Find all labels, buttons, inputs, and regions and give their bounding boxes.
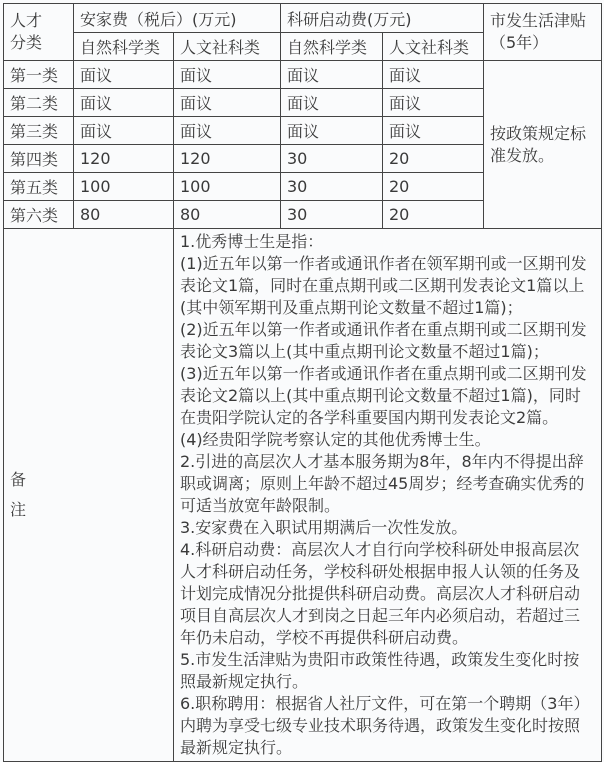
cell-research-natural: 面议 bbox=[281, 61, 383, 89]
remark-item-5: (4)经贵阳学院考察认定的其他优秀博士生。 bbox=[180, 430, 491, 449]
cell-settle-social: 面议 bbox=[174, 61, 281, 89]
cell-settle-natural: 100 bbox=[74, 173, 174, 201]
cell-settle-social: 80 bbox=[174, 201, 281, 229]
remark-item-4: (3)近五年以第一作者或通讯作者在重点期刊或二区期刊发表论文2篇以上(其中重点期刊论文数量不超过1篇)，同时在贵阳学院认定的各学科重要国内期刊发表论文2篇。 bbox=[180, 364, 587, 427]
subheader-natural-research: 自然科学类 bbox=[281, 33, 383, 61]
row-label: 第一类 bbox=[4, 61, 74, 89]
remarks-label-cell bbox=[4, 229, 174, 762]
cell-research-social: 面议 bbox=[383, 61, 484, 89]
cell-research-natural: 面议 bbox=[281, 117, 383, 145]
subheader-social-settle: 人文社科类 bbox=[174, 33, 281, 61]
remarks-content-cell bbox=[174, 229, 602, 762]
remarks-row bbox=[4, 229, 602, 762]
header-research-fund: 科研启动费(万元) bbox=[281, 4, 484, 33]
subheader-social-research: 人文社科类 bbox=[383, 33, 484, 61]
cell-research-natural: 面议 bbox=[281, 89, 383, 117]
row-label: 第三类 bbox=[4, 117, 74, 145]
remarks-label: 备注 bbox=[10, 470, 27, 519]
header-city-allowance: 市发生活津贴（5年） bbox=[484, 4, 602, 61]
cell-settle-social: 100 bbox=[174, 173, 281, 201]
remark-item-1: 1.优秀博士生是指： bbox=[180, 232, 324, 251]
cell-settle-social: 120 bbox=[174, 145, 281, 173]
header-talent-category-label: 人才分类 bbox=[10, 11, 43, 52]
cell-research-natural: 30 bbox=[281, 173, 383, 201]
row-label: 第二类 bbox=[4, 89, 74, 117]
cell-research-social: 20 bbox=[383, 145, 484, 173]
benefits-table bbox=[3, 3, 602, 762]
subheader-natural-settle: 自然科学类 bbox=[74, 33, 174, 61]
header-talent-category bbox=[4, 4, 74, 61]
header-settle-fee: 安家费（税后）(万元) bbox=[74, 4, 281, 33]
cell-research-natural: 30 bbox=[281, 201, 383, 229]
cell-research-social: 面议 bbox=[383, 89, 484, 117]
cell-settle-social: 面议 bbox=[174, 89, 281, 117]
remark-item-7: 3.安家费在入职试用期满后一次性发放。 bbox=[180, 518, 468, 537]
remark-item-3: (2)近五年以第一作者或通讯作者在重点期刊或二区期刊发表论文3篇以上(其中重点期刊论文数量不超过1篇)； bbox=[180, 320, 587, 361]
table-row-category-1 bbox=[4, 61, 602, 89]
remark-item-6: 2.引进的高层次人才基本服务期为8年，8年内不得提出辞职或调离；原则上年龄不超过45周岁；经考查确实优秀的可适当放宽年龄限制。 bbox=[180, 452, 585, 515]
remark-item-2: (1)近五年以第一作者或通讯作者在领军期刊或一区期刊发表论文1篇，同时在重点期刊或二区期刊发表论文1篇以上(其中领军期刊及重点期刊论文数量不超过1篇)； bbox=[180, 254, 587, 317]
cell-settle-social: 面议 bbox=[174, 117, 281, 145]
row-label: 第五类 bbox=[4, 173, 74, 201]
cell-research-social: 20 bbox=[383, 173, 484, 201]
cell-research-social: 面议 bbox=[383, 117, 484, 145]
row-label: 第四类 bbox=[4, 145, 74, 173]
cell-settle-natural: 面议 bbox=[74, 117, 174, 145]
allowance-note-cell: 按政策规定标准发放。 bbox=[484, 61, 602, 229]
remark-item-8: 4.科研启动费：高层次人才自行向学校科研处申报高层次人才科研启动任务，学校科研处根据申报人认领的任务及计划完成情况分批提供科研启动费。高层次人才科研启动项目自高层次人才到岗之日起三年内必须启动，若超过三年仍未启动，学校不再提供科研启动费。 bbox=[180, 540, 581, 647]
row-label: 第六类 bbox=[4, 201, 74, 229]
cell-settle-natural: 面议 bbox=[74, 89, 174, 117]
remark-item-9: 5.市发生活津贴为贵阳市政策性待遇，政策发生变化时按照最新规定执行。 bbox=[180, 650, 580, 691]
cell-research-social: 20 bbox=[383, 201, 484, 229]
cell-settle-natural: 面议 bbox=[74, 61, 174, 89]
cell-settle-natural: 120 bbox=[74, 145, 174, 173]
cell-settle-natural: 80 bbox=[74, 201, 174, 229]
remark-item-10: 6.职称聘用：根据省人社厅文件，可在第一个聘期（3年）内聘为享受七级专业技术职务待遇，政策发生变化时按照最新规定执行。 bbox=[180, 694, 590, 757]
cell-research-natural: 30 bbox=[281, 145, 383, 173]
header-row-1 bbox=[4, 4, 602, 33]
